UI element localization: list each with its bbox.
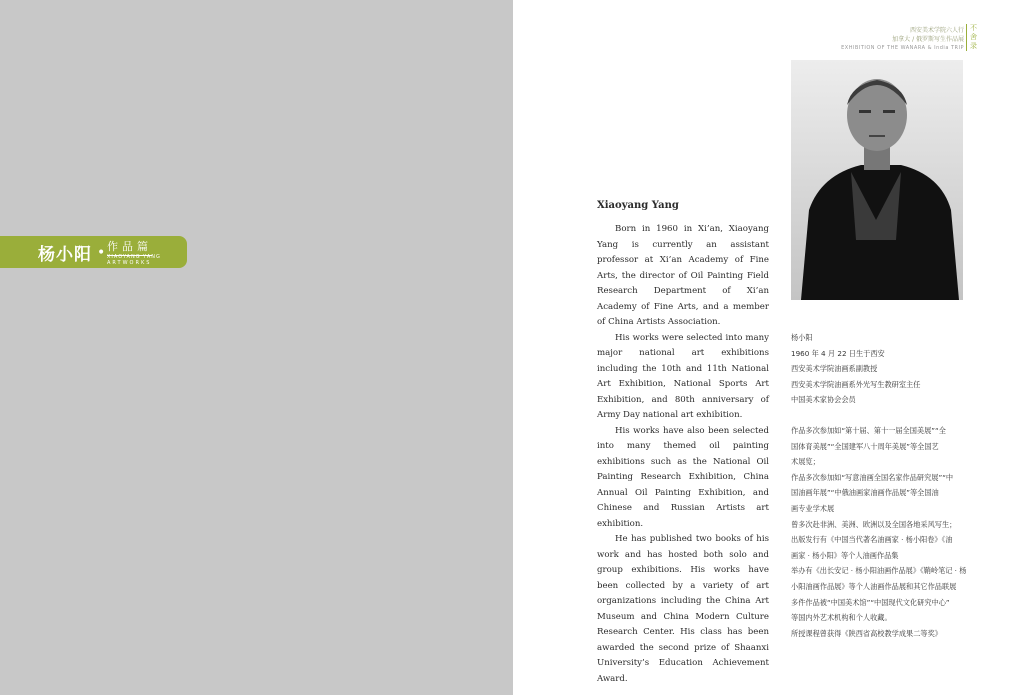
cn-body-line: 术展览； <box>791 457 820 467</box>
artist-name-cn: 杨小阳 <box>38 245 92 265</box>
cn-intro-line: 西安美术学院油画系外光写生教研室主任 <box>791 379 921 389</box>
separator-dot: • <box>97 245 106 261</box>
english-biography <box>597 222 769 687</box>
bio-paragraph: He has published two books of his work and has hosted both solo and group exhibitions. His works have been collected by a variety of art organizations including the China Art Museum and China Modern Culture Research Center. His class has been awarded the second prize of Shaanxi University’s Education Achievement Award. <box>597 534 769 684</box>
cn-intro-line: 西安美术学院油画系副教授 <box>791 364 878 374</box>
cn-body-line: 所授课程曾获得《陕西省高校教学成果二等奖》 <box>791 628 942 638</box>
section-category-en: ARTWORKS <box>107 260 152 266</box>
cn-body-line: 国油画年展”“中俄油画家油画作品展”等全国油 <box>791 488 939 498</box>
portrait-photo <box>791 60 963 300</box>
bio-paragraph: Born in 1960 in Xi’an, Xiaoyang Yang is currently an assistant professor at Xi’an Academy of Fine Arts, the director of Oil Painting Field Research Department of Xi’an Academy of Fine Arts, and a member of China Artists Association. <box>597 224 769 327</box>
cn-body-line: 小阳油画作品展》等个人油画作品展和其它作品联展 <box>791 581 957 591</box>
cn-body-line: 出版发行有《中国当代著名油画家 · 杨小阳卷》《油 <box>791 535 953 545</box>
cn-body-line: 举办有《出长安记 · 杨小阳油画作品展》《鞘岭笔记 · 杨 <box>791 566 967 576</box>
artist-name-heading: Xiaoyang Yang <box>597 200 679 211</box>
bio-paragraph: His works were selected into many major national art exhibitions including the 10th and 11th National Art Exhibition, National Sports Art Exhibition, and 80th anniversary of Army Day national art exhibition. <box>597 332 769 420</box>
cn-body-line: 画家 · 杨小阳》等个人油画作品集 <box>791 550 899 560</box>
cn-body-line: 画专业学术展 <box>791 503 835 513</box>
bio-paragraph: His works have also been selected into many themed oil painting exhibitions such as the National Oil Painting Research Exhibition, China Annual Oil Painting Exhibition, and Chinese and Russian Artists art exhibition. <box>597 425 769 529</box>
cn-body-line: 作品多次参加如“第十届、第十一届全国美展”“全 <box>791 425 946 435</box>
header-line-1: 西安美术学院六人行 <box>909 27 964 34</box>
chinese-biography <box>791 330 971 641</box>
section-category: 作品篇 <box>107 238 152 256</box>
cn-body-line: 等国内外艺术机构和个人收藏。 <box>791 613 892 623</box>
cn-body-line: 作品多次参加如“写意油画全国名家作品研究展”“中 <box>791 472 954 482</box>
cn-intro-line: 1960 年 4 月 22 日生于西安 <box>791 348 885 358</box>
cn-intro-line: 中国美术家协会会员 <box>791 395 856 405</box>
artist-section-tab <box>0 236 187 268</box>
header-line-3: EXHIBITION OF THE WANARA & India TRIP <box>841 45 964 51</box>
header-line-2: 加拿大 / 俄罗斯写生作品展 <box>892 36 964 43</box>
cn-body-line: 国体育美展”“全国建军八十周年美展”等全国艺 <box>791 441 939 451</box>
cn-intro-line: 杨小阳 <box>791 333 813 342</box>
artist-name-en: XIAOYANG YANG <box>107 254 161 260</box>
header-mark: 不舍录 <box>966 24 982 51</box>
page-header <box>841 26 964 53</box>
paragraph-gap <box>791 408 971 423</box>
cn-body-line: 曾多次赴非洲、美洲、欧洲以及全国各地采风写生； <box>791 519 957 529</box>
cn-body-line: 多件作品被“中国美术馆”“中国现代文化研究中心” <box>791 597 950 607</box>
portrait-photo-icon <box>791 60 963 300</box>
